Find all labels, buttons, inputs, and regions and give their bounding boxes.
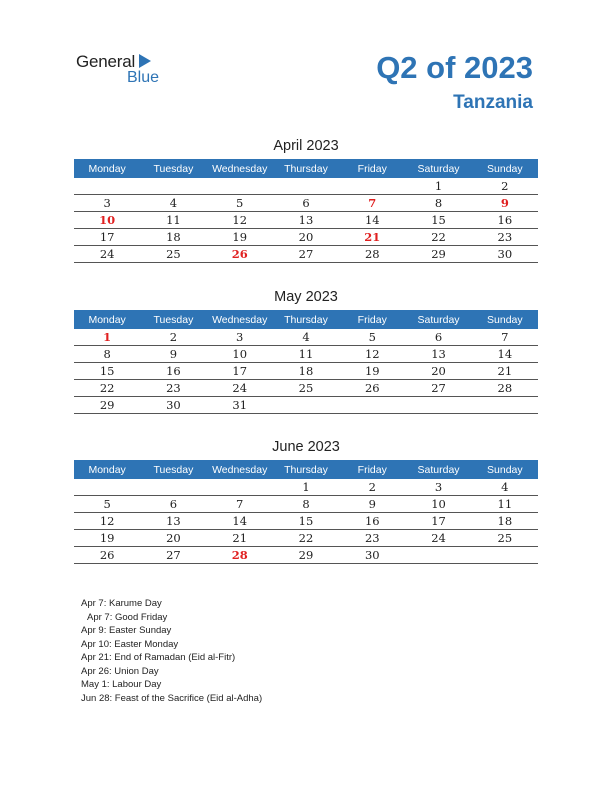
weekday-header: Tuesday xyxy=(140,159,206,178)
week-row xyxy=(74,346,538,363)
weekday-header-row xyxy=(74,159,538,178)
day-cell: 22 xyxy=(405,229,471,246)
weekday-header: Friday xyxy=(339,310,405,329)
day-cell: 22 xyxy=(273,530,339,547)
holiday-item: Apr 7: Good Friday xyxy=(87,611,168,623)
day-cell: 14 xyxy=(472,346,538,363)
holiday-list xyxy=(81,597,262,705)
month-title: June 2023 xyxy=(272,439,340,455)
day-cell: 6 xyxy=(140,496,206,513)
empty-day-cell xyxy=(207,178,273,195)
day-cell: 25 xyxy=(472,530,538,547)
day-cell: 8 xyxy=(405,195,471,212)
weekday-header: Saturday xyxy=(405,159,471,178)
day-cell: 2 xyxy=(472,178,538,195)
day-cell: 6 xyxy=(405,329,471,346)
day-cell: 23 xyxy=(339,530,405,547)
weekday-header: Thursday xyxy=(273,159,339,178)
weekday-header: Tuesday xyxy=(140,460,206,479)
day-cell: 15 xyxy=(273,513,339,530)
country-name: Tanzania xyxy=(453,92,533,113)
week-row xyxy=(74,246,538,263)
day-cell: 11 xyxy=(140,212,206,229)
logo-word-blue: Blue xyxy=(127,69,160,86)
day-cell: 28 xyxy=(207,547,273,564)
day-cell: 12 xyxy=(74,513,140,530)
page-title: Q2 of 2023 xyxy=(376,50,533,85)
empty-day-cell xyxy=(405,547,471,564)
weekday-header: Tuesday xyxy=(140,310,206,329)
day-cell: 22 xyxy=(74,380,140,397)
day-cell: 26 xyxy=(207,246,273,263)
day-cell: 30 xyxy=(472,246,538,263)
day-cell: 3 xyxy=(74,195,140,212)
day-cell: 9 xyxy=(472,195,538,212)
day-cell: 27 xyxy=(273,246,339,263)
week-row xyxy=(74,397,538,414)
calendar-table xyxy=(74,310,538,414)
week-row xyxy=(74,513,538,530)
day-cell: 10 xyxy=(207,346,273,363)
weekday-header: Sunday xyxy=(472,310,538,329)
day-cell: 13 xyxy=(140,513,206,530)
day-cell: 27 xyxy=(140,547,206,564)
day-cell: 30 xyxy=(339,547,405,564)
empty-day-cell xyxy=(140,178,206,195)
day-cell: 19 xyxy=(207,229,273,246)
weekday-header: Saturday xyxy=(405,310,471,329)
day-cell: 5 xyxy=(74,496,140,513)
day-cell: 17 xyxy=(405,513,471,530)
day-cell: 1 xyxy=(273,479,339,496)
day-cell: 7 xyxy=(339,195,405,212)
day-cell: 14 xyxy=(339,212,405,229)
day-cell: 4 xyxy=(273,329,339,346)
month-may xyxy=(74,288,538,414)
month-april xyxy=(74,137,538,263)
day-cell: 10 xyxy=(405,496,471,513)
calendar-table xyxy=(74,460,538,564)
weekday-header: Monday xyxy=(74,460,140,479)
day-cell: 20 xyxy=(273,229,339,246)
day-cell: 27 xyxy=(405,380,471,397)
day-cell: 1 xyxy=(74,329,140,346)
holiday-item: Apr 10: Easter Monday xyxy=(81,638,179,650)
day-cell: 21 xyxy=(207,530,273,547)
day-cell: 15 xyxy=(405,212,471,229)
week-row xyxy=(74,547,538,564)
week-row xyxy=(74,195,538,212)
weekday-header: Monday xyxy=(74,310,140,329)
empty-day-cell xyxy=(273,397,339,414)
day-cell: 29 xyxy=(405,246,471,263)
day-cell: 24 xyxy=(74,246,140,263)
day-cell: 31 xyxy=(207,397,273,414)
day-cell: 8 xyxy=(273,496,339,513)
day-cell: 13 xyxy=(273,212,339,229)
holiday-item: Apr 21: End of Ramadan (Eid al-Fitr) xyxy=(81,652,236,663)
week-row xyxy=(74,329,538,346)
day-cell: 11 xyxy=(273,346,339,363)
day-cell: 12 xyxy=(207,212,273,229)
day-cell: 24 xyxy=(207,380,273,397)
day-cell: 29 xyxy=(273,547,339,564)
day-cell: 25 xyxy=(140,246,206,263)
weekday-header: Sunday xyxy=(472,159,538,178)
empty-day-cell xyxy=(339,397,405,414)
day-cell: 7 xyxy=(207,496,273,513)
day-cell: 16 xyxy=(140,363,206,380)
weekday-header: Friday xyxy=(339,159,405,178)
calendar-table xyxy=(74,159,538,263)
weekday-header: Wednesday xyxy=(207,460,273,479)
day-cell: 18 xyxy=(472,513,538,530)
day-cell: 13 xyxy=(405,346,471,363)
logo-flag-icon xyxy=(139,54,151,68)
day-cell: 15 xyxy=(74,363,140,380)
week-row xyxy=(74,530,538,547)
empty-day-cell xyxy=(339,178,405,195)
day-cell: 4 xyxy=(472,479,538,496)
month-title: April 2023 xyxy=(273,138,339,154)
day-cell: 21 xyxy=(472,363,538,380)
empty-day-cell xyxy=(472,397,538,414)
weekday-header: Friday xyxy=(339,460,405,479)
day-cell: 23 xyxy=(472,229,538,246)
day-cell: 20 xyxy=(405,363,471,380)
weekday-header-row xyxy=(74,460,538,479)
day-cell: 11 xyxy=(472,496,538,513)
day-cell: 20 xyxy=(140,530,206,547)
day-cell: 28 xyxy=(472,380,538,397)
weekday-header: Saturday xyxy=(405,460,471,479)
day-cell: 18 xyxy=(140,229,206,246)
month-june xyxy=(74,438,538,564)
empty-day-cell xyxy=(405,397,471,414)
weekday-header: Wednesday xyxy=(207,310,273,329)
weekday-header: Thursday xyxy=(273,310,339,329)
day-cell: 16 xyxy=(472,212,538,229)
day-cell: 14 xyxy=(207,513,273,530)
day-cell: 9 xyxy=(140,346,206,363)
empty-day-cell xyxy=(140,479,206,496)
day-cell: 21 xyxy=(339,229,405,246)
week-row xyxy=(74,178,538,195)
holiday-item: Apr 26: Union Day xyxy=(81,665,159,677)
day-cell: 19 xyxy=(74,530,140,547)
day-cell: 12 xyxy=(339,346,405,363)
weekday-header: Monday xyxy=(74,159,140,178)
day-cell: 8 xyxy=(74,346,140,363)
day-cell: 1 xyxy=(405,178,471,195)
day-cell: 16 xyxy=(339,513,405,530)
logo xyxy=(76,52,160,86)
day-cell: 6 xyxy=(273,195,339,212)
day-cell: 3 xyxy=(207,329,273,346)
empty-day-cell xyxy=(273,178,339,195)
day-cell: 25 xyxy=(273,380,339,397)
holiday-item: Apr 7: Karume Day xyxy=(81,598,162,609)
empty-day-cell xyxy=(472,547,538,564)
week-row xyxy=(74,479,538,496)
day-cell: 18 xyxy=(273,363,339,380)
day-cell: 26 xyxy=(339,380,405,397)
weekday-header: Sunday xyxy=(472,460,538,479)
empty-day-cell xyxy=(74,178,140,195)
day-cell: 5 xyxy=(339,329,405,346)
day-cell: 4 xyxy=(140,195,206,212)
day-cell: 17 xyxy=(74,229,140,246)
day-cell: 19 xyxy=(339,363,405,380)
day-cell: 29 xyxy=(74,397,140,414)
empty-day-cell xyxy=(207,479,273,496)
day-cell: 3 xyxy=(405,479,471,496)
day-cell: 2 xyxy=(140,329,206,346)
month-title: May 2023 xyxy=(274,289,338,305)
day-cell: 30 xyxy=(140,397,206,414)
week-row xyxy=(74,363,538,380)
day-cell: 5 xyxy=(207,195,273,212)
week-row xyxy=(74,212,538,229)
day-cell: 23 xyxy=(140,380,206,397)
day-cell: 7 xyxy=(472,329,538,346)
day-cell: 17 xyxy=(207,363,273,380)
weekday-header: Thursday xyxy=(273,460,339,479)
holiday-item: May 1: Labour Day xyxy=(81,679,162,690)
week-row xyxy=(74,380,538,397)
day-cell: 28 xyxy=(339,246,405,263)
holiday-item: Jun 28: Feast of the Sacrifice (Eid al-Adha) xyxy=(81,692,263,704)
day-cell: 10 xyxy=(74,212,140,229)
holiday-item: Apr 9: Easter Sunday xyxy=(81,625,172,636)
day-cell: 2 xyxy=(339,479,405,496)
day-cell: 24 xyxy=(405,530,471,547)
weekday-header-row xyxy=(74,310,538,329)
weekday-header: Wednesday xyxy=(207,159,273,178)
day-cell: 9 xyxy=(339,496,405,513)
week-row xyxy=(74,229,538,246)
week-row xyxy=(74,496,538,513)
empty-day-cell xyxy=(74,479,140,496)
logo-word-general: General xyxy=(76,52,136,71)
day-cell: 26 xyxy=(74,547,140,564)
